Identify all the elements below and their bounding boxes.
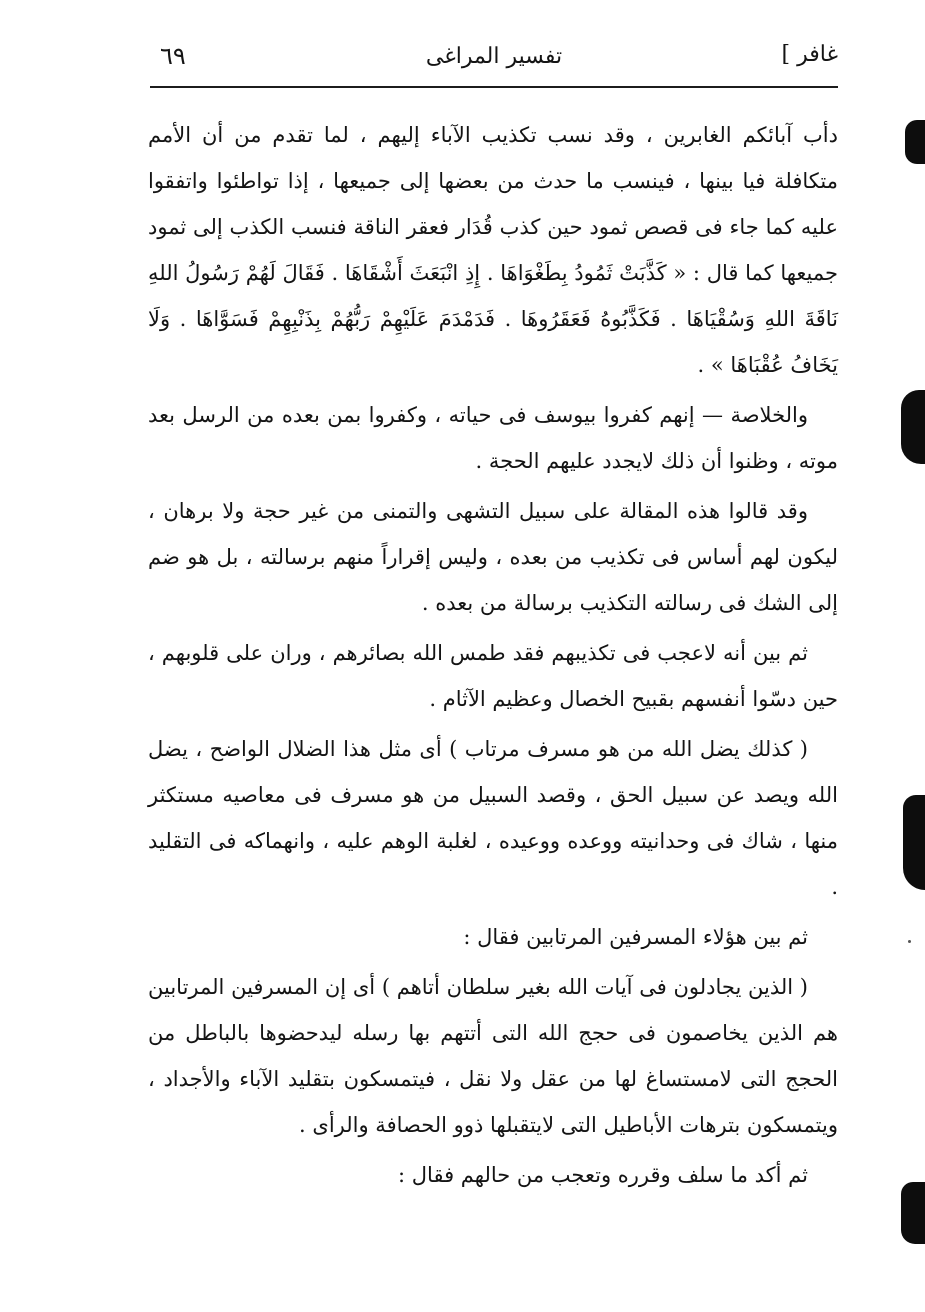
book-title: تفسير المراغى (425, 44, 563, 69)
scan-edge-mark (901, 1182, 925, 1244)
header-divider (150, 86, 838, 88)
scan-edge-mark (901, 390, 925, 464)
running-header (150, 38, 838, 82)
paragraph-2: والخلاصة — إنهم كفروا بيوسف فى حياته ، وكفروا بمن بعده من الرسل بعد موته ، وظنوا أن ذلك لايجدد عليهم الحجة . (148, 403, 838, 473)
page-number: ٦٩ (160, 42, 186, 70)
paragraph-6: ثم بين هؤلاء المسرفين المرتابين فقال : (463, 925, 808, 949)
surah-name: غافر ] (781, 42, 838, 67)
scan-speck (908, 940, 911, 943)
paragraph-1: دأب آبائكم الغابرين ، وقد نسب تكذيب الآباء إليهم ، لما تقدم من أن الأمم متكافلة فيا بينها ، فينسب ما حدث من بعضها إلى جميعها ، إذا تواطئوا واتفقوا عليه كما جاء فى قصص ثمود حين كذب قُدَار فعقر الناقة فنسب الكذب إلى ثمود جميعها كما قال : « كَذَّبَتْ ثَمُودُ بِطَغْوَاهَا . إِذِ انْبَعَثَ أَشْقَاهَا . فَقَالَ لَهُمْ رَسُولُ اللهِ نَاقَةَ اللهِ وَسُقْيَاهَا . فَكَذَّبُوهُ فَعَقَرُوهَا . فَدَمْدَمَ عَلَيْهِمْ رَبُّهُمْ بِذَنْبِهِمْ فَسَوَّاهَا . وَلَا يَخَافُ عُقْبَاهَا » . (148, 123, 838, 377)
paragraph-7: ( الذين يجادلون فى آيات الله بغير سلطان أتاهم ) أى إن المسرفين المرتابين هم الذين يخاصمون فى حجج الله التى أتتهم بها رسله ليدحضوها بالباطل من الحجج التى لامستساغ لها من عقل ولا نقل ، فيتمسكون بتقليد الآباء والأجداد ، ويتمسكون بترهات الأباطيل التى لايتقبلها ذوو الحصافة والرأى . (148, 975, 838, 1137)
paragraph-5: ( كذلك يضل الله من هو مسرف مرتاب ) أى مثل هذا الضلال الواضح ، يضل الله ويصد عن سبيل الحق ، وقصد السبيل من هو مسرف فى معاصيه مستكثر منها ، شاك فى وحدانيته ووعده ووعيده ، لغلبة الوهم عليه ، وانهماكه فى التقليد . (148, 737, 838, 899)
scan-edge-mark (905, 120, 925, 164)
body-text (148, 112, 838, 1202)
paragraph-3: وقد قالوا هذه المقالة على سبيل التشهى والتمنى من غير حجة ولا برهان ، ليكون لهم أساس فى تكذيب من بعده ، وليس إقراراً منهم برسالته ، بل هو ضم إلى الشك فى رسالته التكذيب برسالة من بعده . (148, 499, 838, 615)
paragraph-4: ثم بين أنه لاعجب فى تكذيبهم فقد طمس الله بصائرهم ، وران على قلوبهم ، حين دسّوا أنفسهم بقبيح الخصال وعظيم الآثام . (148, 641, 838, 711)
paragraph-8: ثم أكد ما سلف وقرره وتعجب من حالهم فقال : (398, 1163, 808, 1187)
scan-edge-mark (903, 795, 925, 890)
